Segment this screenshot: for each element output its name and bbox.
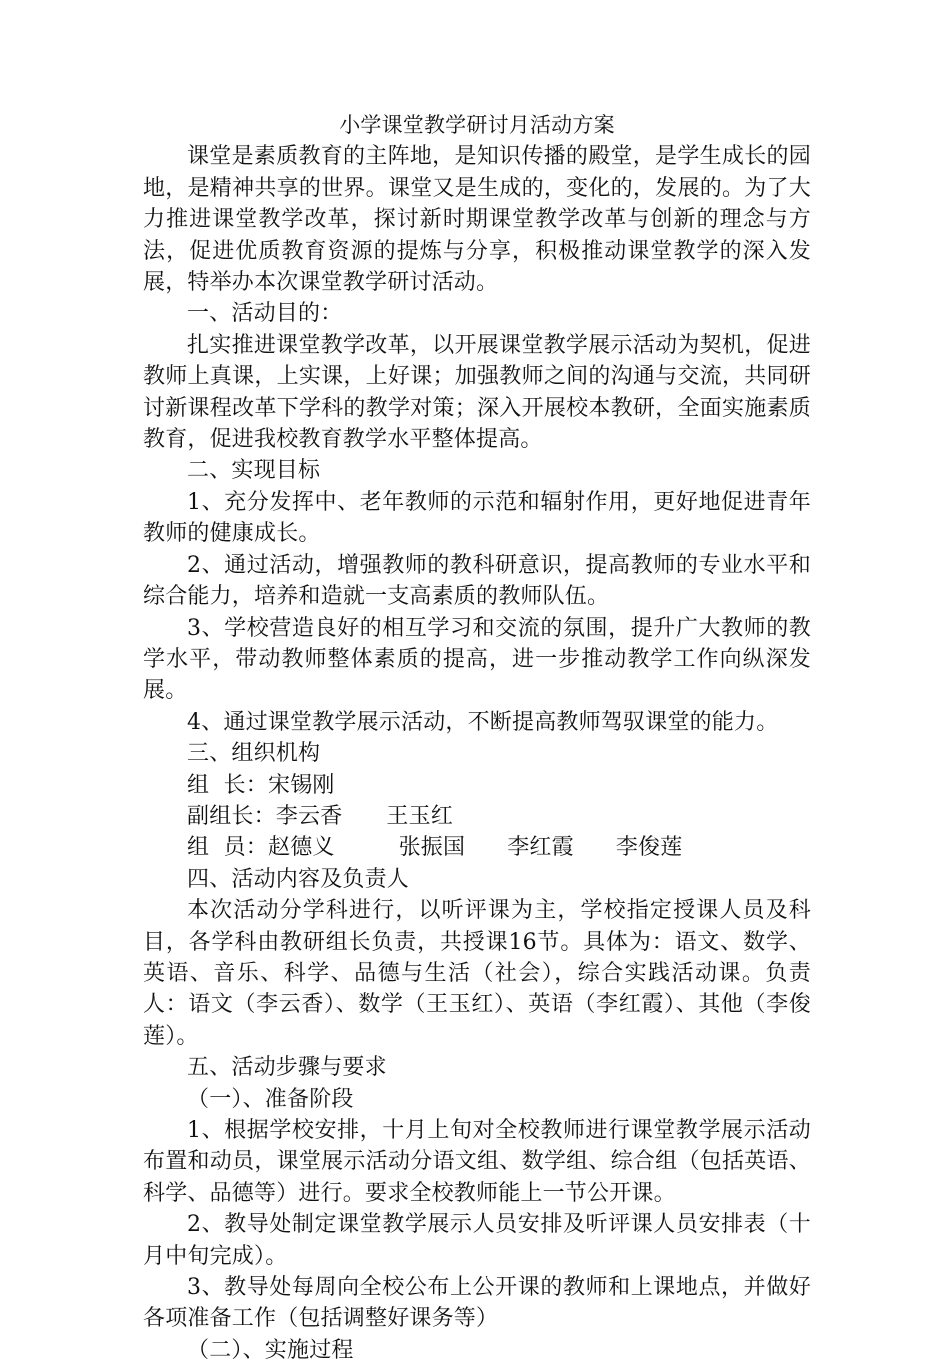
deputy-name-1: 李云香 [275, 803, 343, 829]
stage-2-heading: （二）、实施过程 [187, 1337, 354, 1363]
goal-item-4: 4、通过课堂教学展示活动，不断提高教师驾驭课堂的能力。 [187, 709, 779, 735]
section-4-paragraph: 本次活动分学科进行，以听评课为主，学校指定授课人员及科目，各学科由教研组长负责，共授课16节。具体为：语文、数学、英语、音乐、科学、品德与生活（社会），综合实践活动课。负责人：语文（李云香）、数学（王玉红）、英语（李红霞）、其他（李俊莲）。 [143, 898, 811, 1049]
member-label: 组 员： [187, 835, 268, 861]
goal-item-3: 3、学校营造良好的相互学习和交流的氛围，提升广大教师的教学水平，带动教师整体素质的提高，进一步推动教学工作向纵深发展。 [143, 615, 811, 704]
member-line [143, 832, 811, 863]
prep-item-3: 3、教导处每周向全校公布上公开课的教师和上课地点，并做好各项准备工作（包括调整好课务等） [143, 1275, 811, 1332]
prep-item-2: 2、教导处制定课堂教学展示人员安排及听评课人员安排表（十月中旬完成）。 [143, 1212, 811, 1269]
member-name-3: 李红霞 [507, 835, 574, 861]
section-2-heading: 二、实现目标 [187, 458, 321, 484]
section-3-heading: 三、组织机构 [187, 741, 321, 767]
goal-item-1: 1、充分发挥中、老年教师的示范和辐射作用，更好地促进青年教师的健康成长。 [143, 489, 811, 547]
member-name-4: 李俊莲 [615, 835, 683, 861]
goal-item-2: 2、通过活动，增强教师的教科研意识，提高教师的专业水平和综合能力，培养和造就一支高素质的教师队伍。 [143, 552, 811, 610]
section-4-heading: 四、活动内容及负责人 [187, 866, 410, 892]
deputy-name-2: 王玉红 [386, 803, 454, 829]
document-title: 小学课堂教学研讨月活动方案 [339, 113, 615, 137]
section-1-heading: 一、活动目的： [187, 301, 343, 327]
member-name-2: 张振国 [398, 835, 466, 861]
member-name-1: 赵德义 [268, 835, 335, 861]
document-page [143, 110, 811, 1366]
deputy-line [143, 801, 811, 832]
section-5-heading: 五、活动步骤与要求 [187, 1055, 387, 1081]
deputy-label: 副组长： [187, 803, 276, 829]
section-1-paragraph: 扎实推进课堂教学改革，以开展课堂教学展示活动为契机，促进教师上真课，上实课，上好课；加强教师之间的沟通与交流，共同研讨新课程改革下学科的教学对策；深入开展校本教研，全面实施素质教育，促进我校教育教学水平整体提高。 [143, 332, 811, 453]
leader-label: 组 长： [187, 772, 268, 798]
prep-item-1: 1、根据学校安排，十月上旬对全校教师进行课堂教学展示活动布置和动员，课堂展示活动分语文组、数学组、综合组（包括英语、科学、品德等）进行。要求全校教师能上一节公开课。 [143, 1118, 811, 1206]
intro-paragraph: 课堂是素质教育的主阵地，是知识传播的殿堂，是学生成长的园地，是精神共享的世界。课堂又是生成的，变化的，发展的。为了大力推进课堂教学改革，探讨新时期课堂教学改革与创新的理念与方法，促进优质教育资源的提炼与分享，积极推动课堂教学的深入发展，特举办本次课堂教学研讨活动。 [143, 144, 811, 296]
leader-name: 宋锡刚 [268, 772, 335, 798]
leader-line [143, 770, 811, 801]
stage-1-heading: （一）、准备阶段 [187, 1086, 354, 1112]
